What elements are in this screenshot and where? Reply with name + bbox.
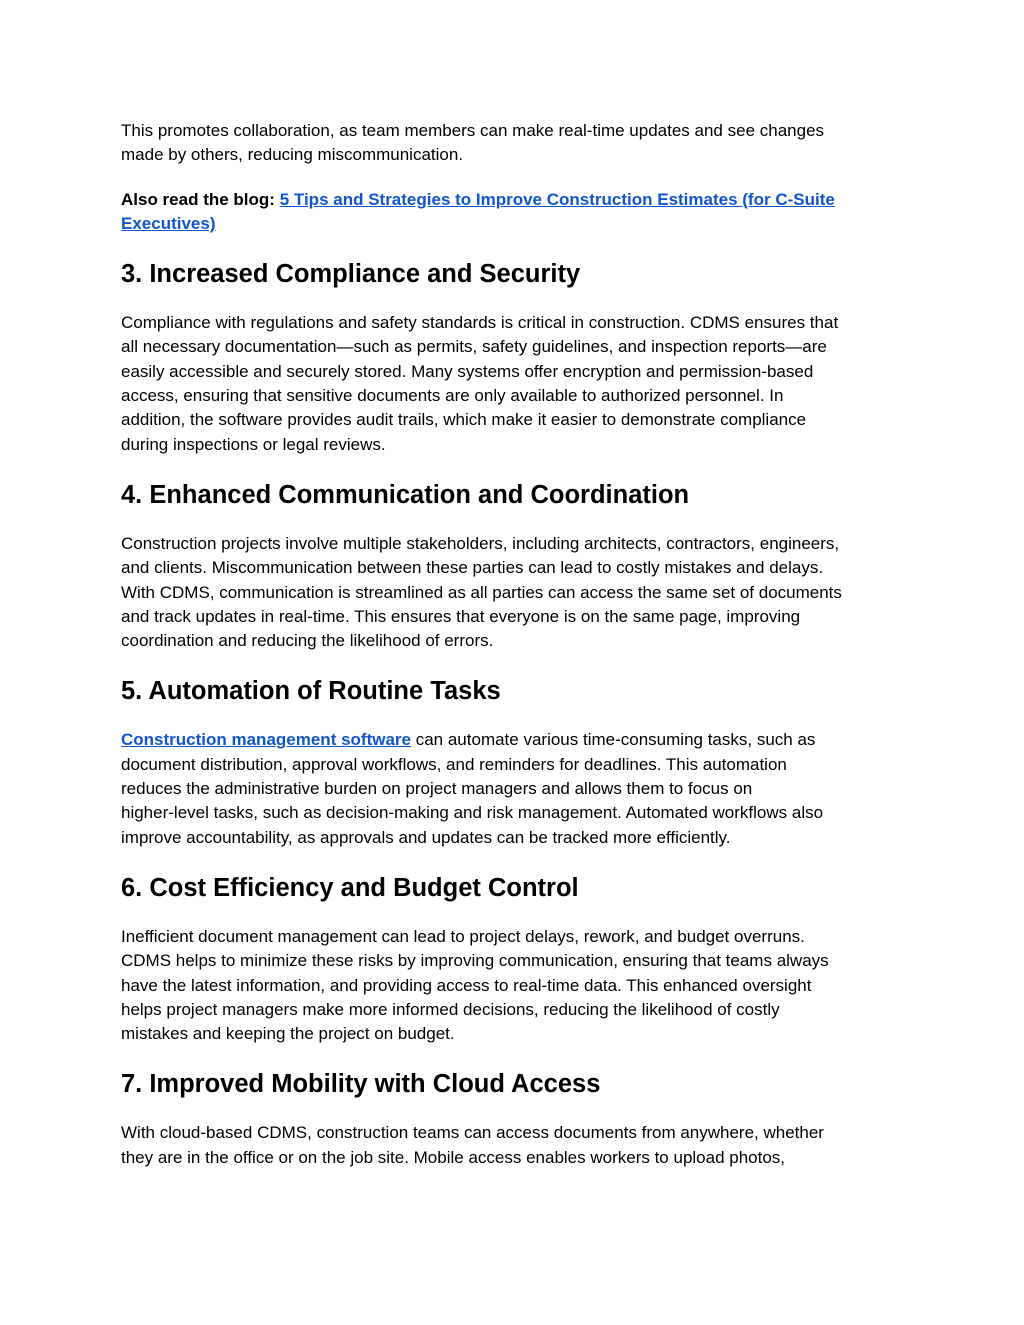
section-paragraph bbox=[121, 311, 911, 457]
intro-paragraph bbox=[121, 119, 911, 168]
text-line: access, ensuring that sensitive documents are only available to authorized personnel. In bbox=[121, 386, 784, 406]
text-line: helps project managers make more informed decisions, reducing the likelihood of costly bbox=[121, 999, 780, 1019]
section-paragraph bbox=[121, 532, 911, 653]
text-line: Compliance with regulations and safety standards is critical in construction. CDMS ensures that bbox=[121, 313, 839, 333]
blog-link-continued[interactable]: Executives) bbox=[121, 213, 216, 233]
text-line: addition, the software provides audit trails, which make it easier to demonstrate compliance bbox=[121, 410, 807, 430]
text-line: have the latest information, and providing access to real-time data. This enhanced oversight bbox=[121, 975, 812, 995]
text-line: coordination and reducing the likelihood of errors. bbox=[121, 631, 494, 651]
construction-software-link[interactable]: Construction management software bbox=[121, 730, 411, 750]
intro-line: made by others, reducing miscommunication. bbox=[121, 145, 464, 165]
section-paragraph bbox=[121, 728, 911, 849]
section-heading: 6. Cost Efficiency and Budget Control bbox=[121, 873, 579, 902]
text-line: higher-level tasks, such as decision-making and risk management. Automated workflows also bbox=[121, 803, 824, 823]
text-line: Construction projects involve multiple stakeholders, including architects, contractors, engineers, bbox=[121, 533, 840, 553]
text-line: they are in the office or on the job site. Mobile access enables workers to upload photos, bbox=[121, 1147, 786, 1167]
text-line: reduces the administrative burden on project managers and allows them to focus on bbox=[121, 779, 753, 799]
section-paragraph bbox=[121, 1121, 911, 1170]
text-line: and clients. Miscommunication between these parties can lead to costly mistakes and delays. bbox=[121, 558, 824, 578]
text-line: Inefficient document management can lead to project delays, rework, and budget overruns. bbox=[121, 926, 805, 946]
section-heading: 7. Improved Mobility with Cloud Access bbox=[121, 1070, 601, 1099]
text-line: easily accessible and securely stored. Many systems offer encryption and permission-based bbox=[121, 361, 814, 381]
section-paragraph bbox=[121, 925, 911, 1046]
section-heading: 3. Increased Compliance and Security bbox=[121, 260, 581, 289]
text-line: With cloud-based CDMS, construction teams can access documents from anywhere, whether bbox=[121, 1123, 824, 1143]
document-page bbox=[121, 119, 911, 1170]
section-heading: 5. Automation of Routine Tasks bbox=[121, 677, 501, 706]
also-read-paragraph bbox=[121, 188, 911, 237]
text-line: can automate various time-consuming tasks, such as bbox=[411, 730, 816, 750]
text-line: all necessary documentation—such as permits, safety guidelines, and inspection reports—are bbox=[121, 337, 827, 357]
text-line: CDMS helps to minimize these risks by improving communication, ensuring that teams always bbox=[121, 951, 829, 971]
text-line: improve accountability, as approvals and updates can be tracked more efficiently. bbox=[121, 827, 731, 847]
text-line: document distribution, approval workflows, and reminders for deadlines. This automation bbox=[121, 754, 787, 774]
also-read-label: Also read the blog: bbox=[121, 189, 275, 209]
text-line: during inspections or legal reviews. bbox=[121, 434, 386, 454]
blog-link[interactable]: 5 Tips and Strategies to Improve Construction Estimates (for C-Suite bbox=[279, 189, 835, 209]
text-line: and track updates in real-time. This ensures that everyone is on the same page, improving bbox=[121, 606, 801, 626]
text-line: With CDMS, communication is streamlined as all parties can access the same set of documents bbox=[121, 582, 842, 602]
intro-line: This promotes collaboration, as team members can make real-time updates and see changes bbox=[121, 121, 825, 140]
section-heading: 4. Enhanced Communication and Coordination bbox=[121, 480, 690, 509]
text-line: mistakes and keeping the project on budget. bbox=[121, 1024, 455, 1044]
